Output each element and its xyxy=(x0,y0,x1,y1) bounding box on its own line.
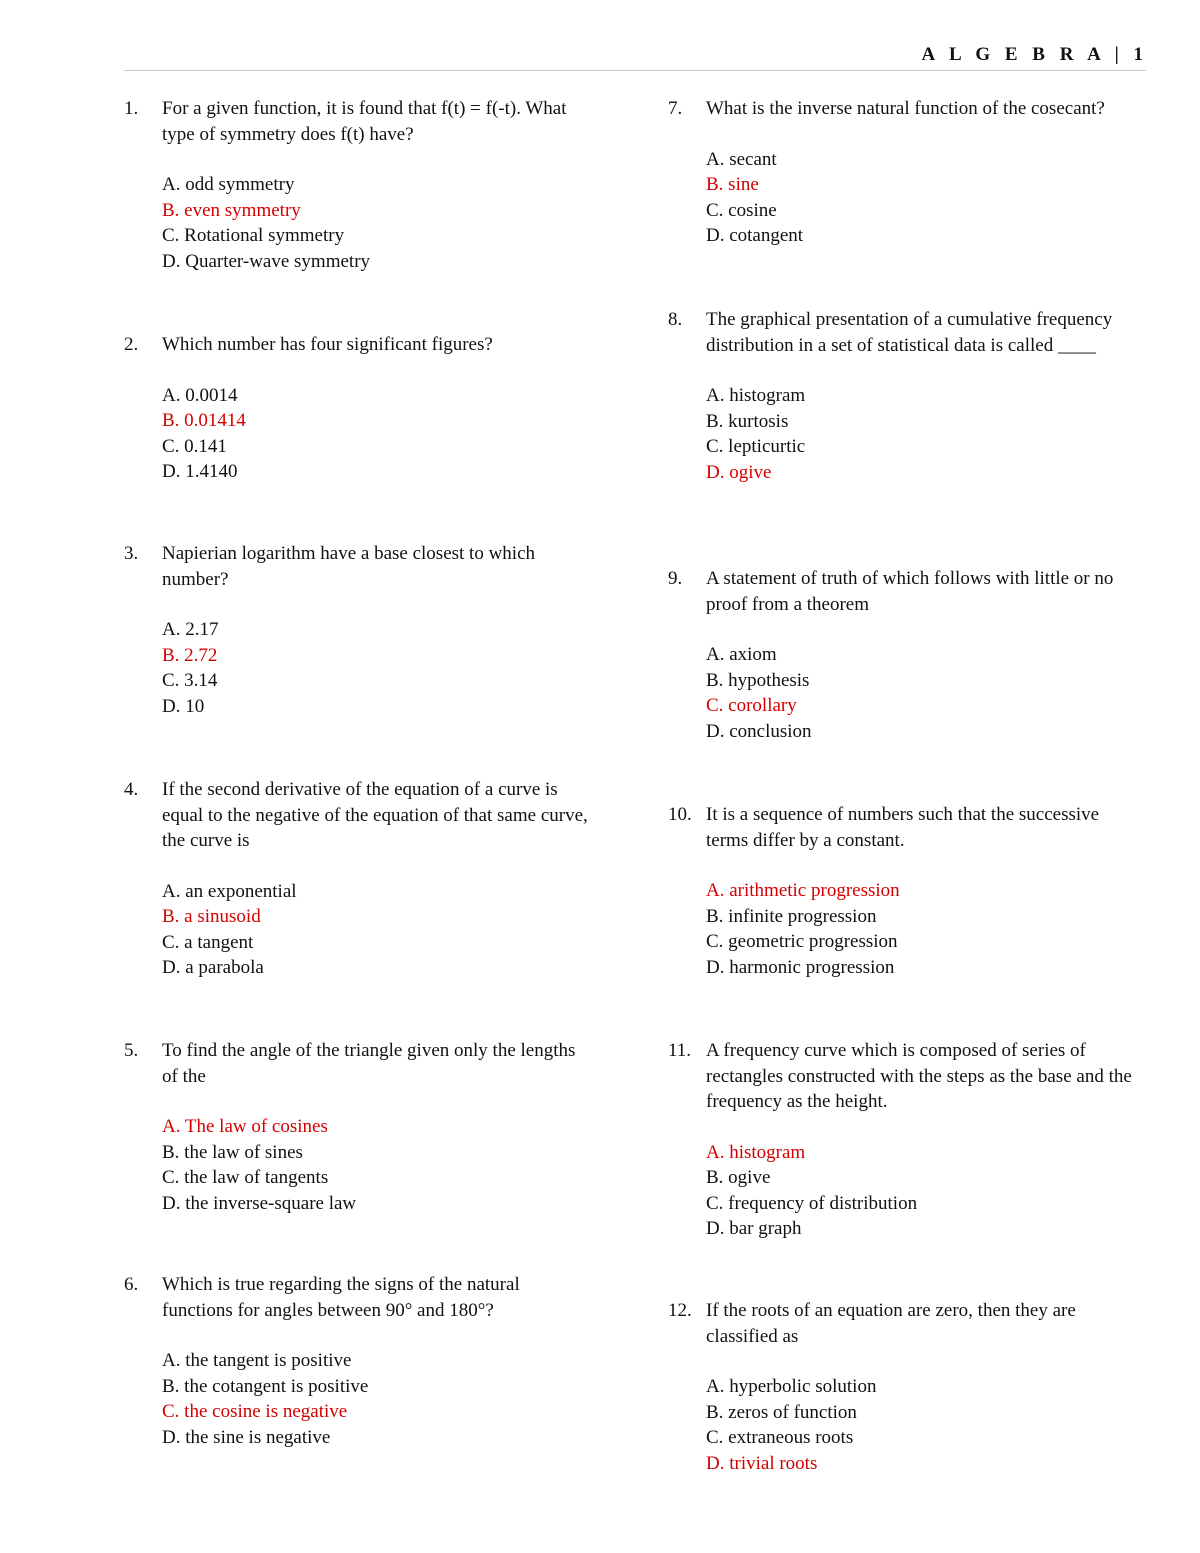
question-4 xyxy=(124,777,594,981)
choice-b: B. even symmetry xyxy=(162,199,301,221)
choice-c: C. cosine xyxy=(706,199,777,221)
choice-b: B. kurtosis xyxy=(706,410,789,432)
question-9 xyxy=(668,566,1138,744)
question-text: Napierian logarithm have a base closest to which number? xyxy=(162,543,536,590)
choice-c: C. the cosine is negative xyxy=(162,1401,348,1422)
choice-list xyxy=(706,642,1138,744)
question-number: 2. xyxy=(124,334,139,355)
choice-a: A. odd symmetry xyxy=(162,174,295,195)
choice-c: C. the law of tangents xyxy=(162,1167,329,1188)
choice-list xyxy=(706,147,1138,249)
choice-b: B. the cotangent is positive xyxy=(162,1375,369,1397)
choice-b: B. infinite progression xyxy=(706,905,877,927)
choice-c: C. lepticurtic xyxy=(706,436,806,457)
choice-list xyxy=(162,617,594,719)
choice-b: B. sine xyxy=(706,174,759,195)
choice-c: C. corollary xyxy=(706,695,797,716)
choice-d: D. harmonic progression xyxy=(706,956,895,978)
question-number: 11. xyxy=(668,1040,692,1061)
choice-a: A. histogram xyxy=(706,385,806,406)
question-12 xyxy=(668,1298,1138,1476)
question-number: 3. xyxy=(124,543,139,564)
choice-list xyxy=(162,879,594,981)
choice-d: D. the inverse-square law xyxy=(162,1192,357,1214)
question-6 xyxy=(124,1272,594,1450)
choice-b: B. hypothesis xyxy=(706,669,810,691)
choice-a: A. axiom xyxy=(706,644,777,665)
question-text: If the second derivative of the equation of a curve is equal to the negative of the equation of that same curve, the curve is xyxy=(162,779,588,851)
choice-a: A. 2.17 xyxy=(162,619,219,640)
question-number: 9. xyxy=(668,568,683,589)
question-5 xyxy=(124,1038,594,1216)
choice-a: A. arithmetic progression xyxy=(706,880,900,901)
choice-b: B. 2.72 xyxy=(162,644,218,666)
choice-b: B. zeros of function xyxy=(706,1401,857,1423)
question-number: 7. xyxy=(668,98,683,119)
question-number: 6. xyxy=(124,1274,139,1295)
header-divider xyxy=(124,70,1146,71)
question-text: A statement of truth of which follows with little or no proof from a theorem xyxy=(706,568,1114,615)
choice-b: B. ogive xyxy=(706,1167,771,1188)
choice-b: B. 0.01414 xyxy=(162,410,246,431)
question-text: To find the angle of the triangle given only the lengths of the xyxy=(162,1040,576,1087)
choice-a: A. 0.0014 xyxy=(162,384,238,406)
question-text: Which is true regarding the signs of the natural functions for angles between 90° and 180°? xyxy=(162,1274,520,1321)
choice-c: C. Rotational symmetry xyxy=(162,225,345,246)
question-2 xyxy=(124,332,594,485)
question-text: A frequency curve which is composed of series of rectangles constructed with the steps as the base and the frequency as the height. xyxy=(706,1040,1132,1112)
choice-c: C. extraneous roots xyxy=(706,1427,854,1448)
question-number: 10. xyxy=(668,804,692,825)
choice-a: A. The law of cosines xyxy=(162,1116,328,1137)
question-number: 5. xyxy=(124,1040,139,1061)
choice-a: A. secant xyxy=(706,148,777,170)
choice-d: D. the sine is negative xyxy=(162,1426,331,1448)
choice-d: D. Quarter-wave symmetry xyxy=(162,250,371,272)
choice-c: C. a tangent xyxy=(162,931,254,953)
choice-d: D. ogive xyxy=(706,461,772,483)
choice-c: C. geometric progression xyxy=(706,931,898,952)
question-10 xyxy=(668,802,1138,980)
choice-list xyxy=(162,1114,594,1216)
choice-c: C. frequency of distribution xyxy=(706,1192,918,1214)
choice-a: A. hyperbolic solution xyxy=(706,1376,877,1397)
choice-c: C. 3.14 xyxy=(162,670,218,691)
question-11 xyxy=(668,1038,1138,1242)
page-header: A L G E B R A | 1 xyxy=(921,44,1148,65)
choice-b: B. the law of sines xyxy=(162,1141,303,1163)
choice-d: D. 10 xyxy=(162,695,205,717)
choice-list xyxy=(706,1374,1138,1476)
question-8 xyxy=(668,307,1138,485)
choice-list xyxy=(162,172,594,274)
question-number: 4. xyxy=(124,779,139,800)
question-text: If the roots of an equation are zero, then they are classified as xyxy=(706,1300,1076,1347)
question-text: The graphical presentation of a cumulative frequency distribution in a set of statistical data is called ____ xyxy=(706,309,1113,356)
question-text: For a given function, it is found that f(t) = f(-t). What type of symmetry does f(t) have? xyxy=(162,98,567,145)
choice-list xyxy=(162,383,594,485)
choice-list xyxy=(162,1348,594,1450)
question-number: 8. xyxy=(668,309,683,330)
choice-d: D. trivial roots xyxy=(706,1452,818,1474)
choice-b: B. a sinusoid xyxy=(162,906,261,927)
choice-d: D. cotangent xyxy=(706,225,804,246)
question-3 xyxy=(124,541,594,719)
question-7 xyxy=(668,96,1138,249)
choice-list xyxy=(706,1140,1138,1242)
choice-d: D. 1.4140 xyxy=(162,461,238,482)
choice-a: A. the tangent is positive xyxy=(162,1350,352,1371)
choice-a: A. histogram xyxy=(706,1141,806,1163)
question-number: 12. xyxy=(668,1300,692,1321)
choice-d: D. conclusion xyxy=(706,720,812,742)
question-text: What is the inverse natural function of the cosecant? xyxy=(706,98,1105,119)
question-text: Which number has four significant figures? xyxy=(162,334,493,355)
choice-c: C. 0.141 xyxy=(162,435,227,457)
choice-list xyxy=(706,383,1138,485)
choice-list xyxy=(706,878,1138,980)
question-text: It is a sequence of numbers such that the successive terms differ by a constant. xyxy=(706,804,1100,851)
question-number: 1. xyxy=(124,98,139,119)
choice-d: D. a parabola xyxy=(162,957,264,978)
choice-a: A. an exponential xyxy=(162,880,297,902)
choice-d: D. bar graph xyxy=(706,1218,802,1239)
question-1 xyxy=(124,96,594,274)
